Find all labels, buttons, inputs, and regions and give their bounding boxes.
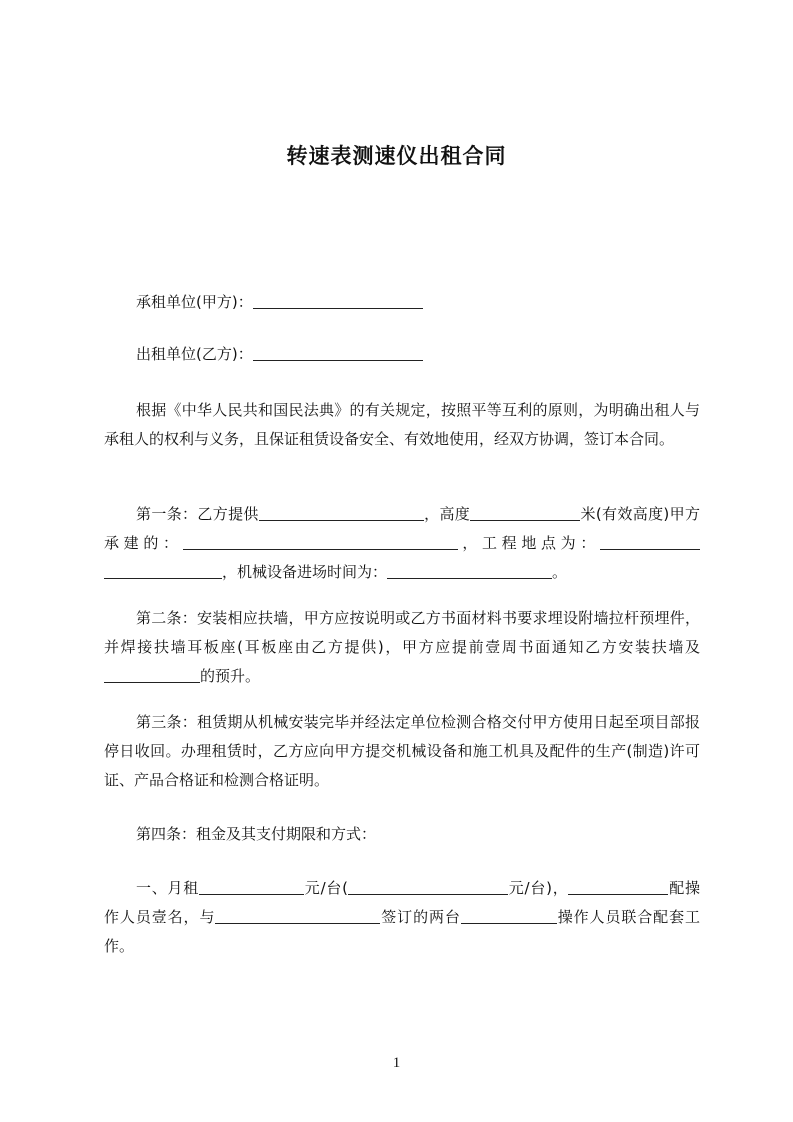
article-1-text-2: ，高度 — [423, 505, 471, 523]
article-3-paragraph: 第三条：租赁期从机械安装完毕并经法定单位检测合格交付甲方使用日起至项目部报停日收回。办理租赁时，乙方应向甲方提交机械设备和施工机具及配件的生产(制造)许可证、产品合格证和检测合格证明。 — [104, 713, 700, 789]
article-1-text-4: ，工程地点为： — [457, 534, 600, 552]
item-1-text-3: 元/台)， — [508, 879, 569, 897]
item-1-blank-4 — [215, 908, 380, 924]
item-1-text-2: 元/台( — [304, 879, 348, 897]
document-title: 转速表测速仪出租合同 — [286, 144, 507, 168]
page-number: 1 — [392, 1055, 401, 1071]
article-2-paragraph — [104, 604, 700, 691]
preamble-paragraph: 根据《中华人民共和国民法典》的有关规定，按照平等互利的原则，为明确出租人与承租人的权利与义务，且保证租赁设备安全、有效地使用，经双方协调，签订本合同。 — [104, 401, 700, 448]
article-1-paragraph — [104, 500, 700, 587]
party-a-line — [104, 288, 700, 317]
party-b-label: 出租单位(乙方)： — [136, 345, 253, 363]
item-1-text-5: 签订的两台 — [380, 908, 461, 926]
article-2-text-2: 的预升。 — [200, 667, 261, 685]
party-a-blank — [253, 293, 423, 309]
item-1-blank-3 — [568, 879, 668, 895]
article-1-text-3: 米(有效高度)甲方承建的： — [104, 505, 700, 552]
article-1-text-1: 第一条：乙方提供 — [136, 505, 259, 523]
entry-time-blank — [387, 563, 552, 579]
item-1-text-4: 配操作人员壹名，与 — [104, 879, 700, 926]
article-2-text-1: 第二条：安装相应扶墙，甲方应按说明或乙方书面材料书要求埋设附墙拉杆预埋件，并焊接扶墙耳板座(耳板座由乙方提供)，甲方应提前壹周书面通知乙方安装扶墙及 — [104, 609, 700, 656]
project-blank — [183, 534, 458, 550]
item-1-blank-5 — [461, 908, 557, 924]
site-blank-2 — [104, 563, 222, 579]
item-1-paragraph — [104, 874, 700, 961]
site-blank-1 — [600, 534, 700, 550]
height-blank — [470, 505, 580, 521]
rent-uppercase-blank — [348, 879, 508, 895]
equipment-blank — [259, 505, 424, 521]
party-a-label: 承租单位(甲方)： — [136, 293, 253, 311]
party-b-line — [104, 340, 700, 369]
article-2-blank — [104, 667, 200, 683]
monthly-rent-blank — [199, 879, 304, 895]
article-1-text-5: ，机械设备进场时间为： — [222, 563, 388, 581]
party-b-blank — [253, 345, 423, 361]
item-1-text-6: 操作人员联合配套工作。 — [104, 908, 700, 955]
article-4-heading: 第四条：租金及其支付期限和方式： — [136, 825, 377, 843]
item-1-text-1: 一、月租 — [136, 879, 200, 897]
article-1-text-6: 。 — [552, 563, 568, 581]
